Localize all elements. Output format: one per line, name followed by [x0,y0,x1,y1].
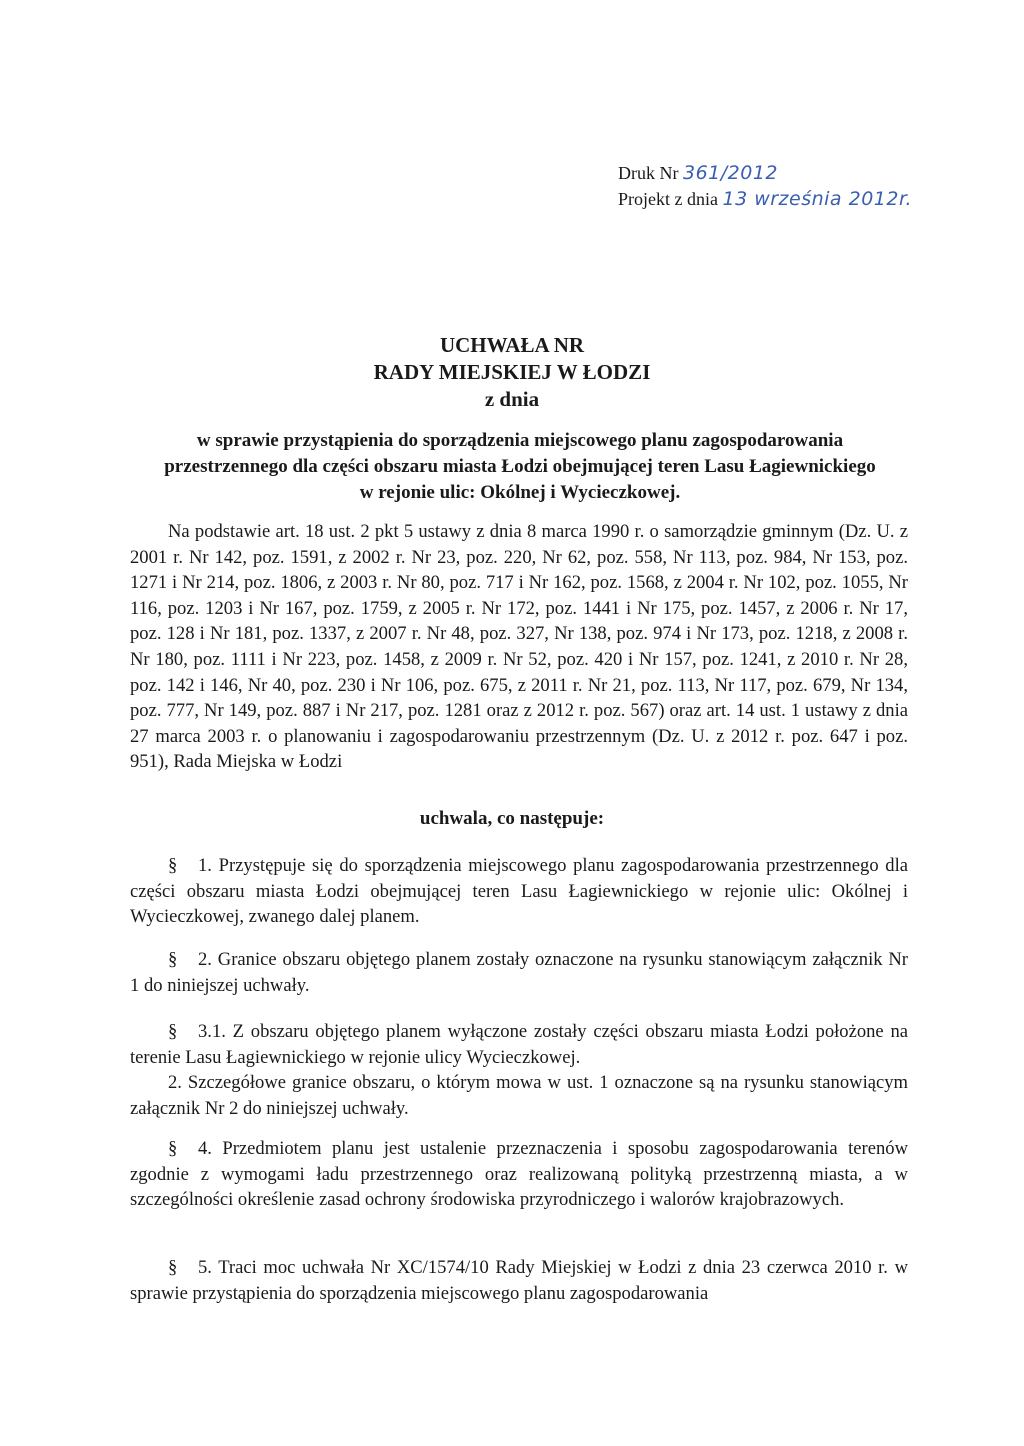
document-subject [130,428,910,506]
section-sign: § [168,1257,178,1278]
section-5 [130,1255,908,1306]
title-line-2: RADY MIEJSKIEJ W ŁODZI [373,360,651,384]
projekt-label: Projekt z dnia [618,189,718,209]
projekt-line [618,186,1008,212]
section-2-text: 2. Granice obszaru objętego planem zostały oznaczone na rysunku stanowiącym załącznik Nr 1 do niniejszej uchwały. [130,949,908,996]
druk-label: Druk Nr [618,163,679,183]
section-1 [130,853,908,930]
section-4 [130,1136,908,1213]
section-sign: § [168,1138,178,1159]
document-header [618,160,1008,212]
section-2 [130,947,908,998]
section-3-text: 3.1. Z obszaru objętego planem wyłączone zostały części obszaru miasta Łodzi położone na terenie Lasu Łagiewnickiego w rejonie ulicy Wycieczkowej. [130,1021,908,1068]
section-3 [130,1019,908,1121]
druk-line [618,160,1008,186]
section-sign: § [168,949,178,970]
section-4-text: 4. Przedmiotem planu jest ustalenie przeznaczenia i sposobu zagospodarowania terenów zgodnie z wymogami ładu przestrzennego oraz realizowaną polityką przestrzenną miasta, a w szczególności określenie zasad ochrony środowiska przyrodniczego i walorów krajobrazowych. [130,1138,908,1211]
section-1-text: 1. Przystępuje się do sporządzenia miejscowego planu zagospodarowania przestrzennego dla części obszaru miasta Łodzi obejmującej teren Lasu Łagiewnickiego w rejonie ulic: Okólnej i Wycieczkowej, zwanego dalej planem. [130,855,908,928]
section-5-text: 5. Traci moc uchwała Nr XC/1574/10 Rady Miejskiej w Łodzi z dnia 23 czerwca 2010 r. w sprawie przystąpienia do sporządzenia miejscowego planu zagospodarowania [130,1257,908,1304]
section-3-ust-2: 2. Szczegółowe granice obszaru, o którym mowa w ust. 1 oznaczone są na rysunku stanowiącym załącznik Nr 2 do niniejszej uchwały. [130,1072,908,1119]
subject-line-3: w rejonie ulic: Okólnej i Wycieczkowej. [359,482,681,503]
title-line-1: UCHWAŁA NR [439,333,585,357]
resolves-heading: uchwala, co następuje: [419,808,605,829]
section-sign: § [168,1021,178,1042]
section-sign: § [168,855,178,876]
title-line-3: z dnia [484,387,540,411]
section-3-ust-1 [130,1019,908,1070]
document-title [0,332,1024,413]
projekt-date-handwritten: 13 września 2012r. [722,188,913,210]
legal-basis-paragraph: Na podstawie art. 18 ust. 2 pkt 5 ustawy z dnia 8 marca 1990 r. o samorządzie gminnym (Dz. U. z 2001 r. Nr 142, poz. 1591, z 2002 r. Nr 23, poz. 220, Nr 62, poz. 558, Nr 113, poz. 984, Nr 153, poz. 1271 i Nr 214, poz. 1806, z 2003 r. Nr 80, poz. 717 i Nr 162, poz. 1568, z 2004 r. Nr 102, poz. 1055, Nr 116, poz. 1203 i Nr 167, poz. 1759, z 2005 r. Nr 172, poz. 1441 i Nr 175, poz. 1457, z 2006 r. Nr 17, poz. 128 i Nr 181, poz. 1337, z 2007 r. Nr 48, poz. 327, Nr 138, poz. 974 i Nr 173, poz. 1218, z 2008 r. Nr 180, poz. 1111 i Nr 223, poz. 1458, z 2009 r. Nr 52, poz. 420 i Nr 157, poz. 1241, z 2010 r. Nr 28, poz. 142 i 146, Nr 40, poz. 230 i Nr 106, poz. 675, z 2011 r. Nr 21, poz. 113, Nr 117, poz. 679, Nr 134, poz. 777, Nr 149, poz. 887 i Nr 217, poz. 1281 oraz z 2012 r. poz. 567) oraz art. 14 ust. 1 ustawy z dnia 27 marca 2003 r. o planowaniu i zagospodarowaniu przestrzennym (Dz. U. z 2012 r. poz. 647 i poz. 951), Rada Miejska w Łodzi [130,521,908,773]
subject-line-1: w sprawie przystąpienia do sporządzenia miejscowego planu zagospodarowania [196,430,844,451]
subject-line-2: przestrzennego dla części obszaru miasta Łodzi obejmującej teren Lasu Łagiewnickiego [164,456,876,477]
druk-number-handwritten: 361/2012 [683,162,779,184]
